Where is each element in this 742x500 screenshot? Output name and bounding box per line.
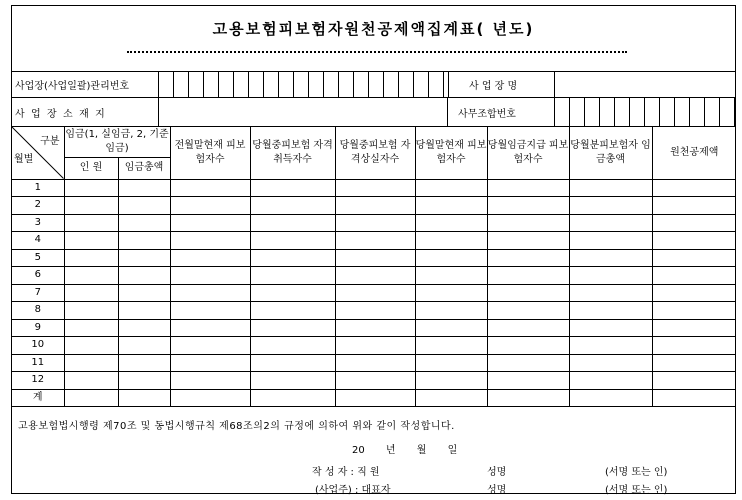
entry-cell[interactable]	[64, 319, 118, 337]
table-row	[12, 267, 736, 285]
entry-cell[interactable]	[335, 354, 415, 372]
address-label: 사 업 장 소 재 지	[12, 98, 159, 126]
writer-name-label: 성명	[487, 467, 507, 478]
col-withhold-header: 원천공제액	[652, 127, 736, 179]
entry-cell[interactable]	[652, 197, 736, 215]
entry-cell[interactable]	[569, 354, 652, 372]
entry-cell[interactable]	[64, 179, 118, 197]
footer	[12, 414, 735, 495]
col-prev-header: 전월말현재 피보험자수	[170, 127, 250, 179]
entry-cell[interactable]	[652, 354, 736, 372]
entry-cell[interactable]	[250, 267, 335, 285]
gubun-label: 구분	[40, 136, 60, 147]
entry-cell[interactable]	[335, 319, 415, 337]
month-cell: 11	[12, 354, 64, 372]
entry-cell[interactable]	[415, 284, 487, 302]
entry-cell[interactable]	[487, 284, 569, 302]
entry-cell[interactable]	[652, 372, 736, 390]
entry-cell[interactable]	[487, 354, 569, 372]
info-row-address	[12, 98, 735, 127]
table-row	[12, 197, 736, 215]
entry-cell[interactable]	[569, 302, 652, 320]
month-label: 월별	[14, 153, 34, 165]
table-row	[12, 284, 736, 302]
persons-header: 인 원	[64, 157, 118, 179]
entry-cell[interactable]	[569, 337, 652, 355]
form-title: 고용보험피보험자원천공제액집계표( 년도)	[212, 20, 535, 38]
entry-cell[interactable]	[415, 197, 487, 215]
entry-cell[interactable]	[652, 337, 736, 355]
entry-cell[interactable]	[652, 179, 736, 197]
col-wagepaid-header: 당월임금지급 피보험자수	[487, 127, 569, 179]
entry-cell[interactable]	[118, 232, 170, 250]
entry-cell[interactable]	[487, 337, 569, 355]
entry-cell[interactable]	[170, 214, 250, 232]
union-no-label: 사무조합번호	[448, 98, 555, 126]
entry-cell[interactable]	[487, 179, 569, 197]
entry-cell[interactable]	[250, 372, 335, 390]
entry-cell[interactable]	[652, 232, 736, 250]
entry-cell[interactable]	[415, 302, 487, 320]
entry-cell[interactable]	[64, 197, 118, 215]
entry-cell[interactable]	[335, 249, 415, 267]
entry-cell[interactable]	[170, 232, 250, 250]
entry-cell[interactable]	[118, 249, 170, 267]
entry-cell[interactable]	[415, 372, 487, 390]
table-row	[12, 337, 736, 355]
entry-cell[interactable]	[250, 354, 335, 372]
entry-cell[interactable]	[250, 232, 335, 250]
biz-name-field[interactable]	[555, 72, 737, 97]
entry-cell[interactable]	[415, 389, 487, 407]
mgmt-no-boxes[interactable]	[159, 72, 444, 97]
entry-cell[interactable]	[118, 354, 170, 372]
entry-cell[interactable]	[487, 232, 569, 250]
withholding-table	[12, 127, 736, 407]
month-cell: 1	[12, 179, 64, 197]
entry-cell[interactable]	[487, 197, 569, 215]
entry-cell[interactable]	[335, 197, 415, 215]
entry-cell[interactable]	[118, 302, 170, 320]
entry-cell[interactable]	[569, 372, 652, 390]
address-field[interactable]	[159, 98, 448, 126]
entry-cell[interactable]	[652, 389, 736, 407]
wage-total-header: 임금총액	[118, 157, 170, 179]
entry-cell[interactable]	[335, 232, 415, 250]
entry-cell[interactable]	[250, 337, 335, 355]
entry-cell[interactable]	[170, 267, 250, 285]
month-cell: 12	[12, 372, 64, 390]
entry-cell[interactable]	[487, 214, 569, 232]
entry-cell[interactable]	[415, 267, 487, 285]
entry-cell[interactable]	[118, 389, 170, 407]
title-block	[12, 6, 735, 72]
union-no-boxes[interactable]	[555, 98, 735, 126]
month-cell: 5	[12, 249, 64, 267]
entry-cell[interactable]	[64, 354, 118, 372]
owner-sign-label[interactable]: (서명 또는 인)	[605, 485, 668, 496]
month-cell: 9	[12, 319, 64, 337]
entry-cell[interactable]	[569, 249, 652, 267]
col-curr-header: 당월말현재 피보험자수	[415, 127, 487, 179]
info-row-mgmt	[12, 72, 735, 98]
entry-cell[interactable]	[415, 232, 487, 250]
entry-cell[interactable]	[415, 354, 487, 372]
month-cell: 6	[12, 267, 64, 285]
col-share-header: 당월분피보험자 임금총액	[569, 127, 652, 179]
table-row	[12, 389, 736, 407]
law-statement: 고용보험법시행령 제70조 및 동법시행규칙 제68조의2의 규정에 의하여 위와 같이 작성합니다.	[18, 421, 455, 432]
month-cell: 3	[12, 214, 64, 232]
entry-cell[interactable]	[487, 249, 569, 267]
table-row	[12, 214, 736, 232]
entry-cell[interactable]	[652, 249, 736, 267]
entry-cell[interactable]	[652, 284, 736, 302]
entry-cell[interactable]	[250, 197, 335, 215]
entry-cell[interactable]	[118, 372, 170, 390]
entry-cell[interactable]	[652, 302, 736, 320]
biz-name-label: 사 업 장 명	[448, 72, 555, 97]
entry-cell[interactable]	[415, 179, 487, 197]
entry-cell[interactable]	[487, 389, 569, 407]
entry-cell[interactable]	[64, 232, 118, 250]
entry-cell[interactable]	[250, 319, 335, 337]
form-sheet	[11, 5, 736, 494]
entry-cell[interactable]	[118, 214, 170, 232]
entry-cell[interactable]	[335, 372, 415, 390]
month-cell: 계	[12, 389, 64, 407]
writer-label: 작 성 자 : 직 원	[312, 467, 380, 478]
entry-cell[interactable]	[250, 249, 335, 267]
entry-cell[interactable]	[569, 179, 652, 197]
entry-cell[interactable]	[250, 389, 335, 407]
entry-cell[interactable]	[64, 337, 118, 355]
table-row	[12, 319, 736, 337]
entry-cell[interactable]	[415, 249, 487, 267]
entry-cell[interactable]	[335, 302, 415, 320]
entry-cell[interactable]	[487, 302, 569, 320]
month-cell: 4	[12, 232, 64, 250]
entry-cell[interactable]	[170, 197, 250, 215]
entry-cell[interactable]	[64, 302, 118, 320]
entry-cell[interactable]	[170, 319, 250, 337]
entry-cell[interactable]	[250, 179, 335, 197]
col-acquire-header: 당월중피보험 자격취득자수	[250, 127, 335, 179]
entry-cell[interactable]	[118, 337, 170, 355]
entry-cell[interactable]	[569, 389, 652, 407]
entry-cell[interactable]	[64, 267, 118, 285]
entry-cell[interactable]	[569, 267, 652, 285]
entry-cell[interactable]	[170, 354, 250, 372]
owner-name-label: 성명	[487, 485, 507, 496]
entry-cell[interactable]	[170, 337, 250, 355]
entry-cell[interactable]	[64, 284, 118, 302]
entry-cell[interactable]	[250, 214, 335, 232]
entry-cell[interactable]	[415, 214, 487, 232]
entry-cell[interactable]	[569, 232, 652, 250]
entry-cell[interactable]	[250, 302, 335, 320]
entry-cell[interactable]	[118, 179, 170, 197]
entry-cell[interactable]	[170, 284, 250, 302]
entry-cell[interactable]	[64, 389, 118, 407]
entry-cell[interactable]	[335, 179, 415, 197]
entry-cell[interactable]	[170, 372, 250, 390]
entry-cell[interactable]	[64, 214, 118, 232]
entry-cell[interactable]	[170, 179, 250, 197]
entry-cell[interactable]	[170, 302, 250, 320]
entry-cell[interactable]	[487, 319, 569, 337]
entry-cell[interactable]	[652, 267, 736, 285]
date-line[interactable]: 20 년 월 일	[352, 445, 458, 456]
entry-cell[interactable]	[118, 197, 170, 215]
owner-label: (사업주) : 대표자	[315, 485, 391, 496]
month-cell: 2	[12, 197, 64, 215]
entry-cell[interactable]	[335, 214, 415, 232]
entry-cell[interactable]	[569, 197, 652, 215]
entry-cell[interactable]	[415, 319, 487, 337]
entry-cell[interactable]	[569, 214, 652, 232]
entry-cell[interactable]	[652, 214, 736, 232]
month-cell: 10	[12, 337, 64, 355]
entry-cell[interactable]	[250, 284, 335, 302]
mgmt-no-label: 사업장(사업일괄)관리번호	[12, 72, 159, 97]
entry-cell[interactable]	[569, 284, 652, 302]
entry-cell[interactable]	[487, 267, 569, 285]
gubun-month-header	[12, 127, 64, 179]
month-cell: 8	[12, 302, 64, 320]
entry-cell[interactable]	[415, 337, 487, 355]
entry-cell[interactable]	[335, 389, 415, 407]
entry-cell[interactable]	[335, 267, 415, 285]
table-row	[12, 354, 736, 372]
table-row	[12, 232, 736, 250]
entry-cell[interactable]	[569, 319, 652, 337]
title-underline	[127, 51, 627, 53]
table-row	[12, 249, 736, 267]
writer-sign-label[interactable]: (서명 또는 인)	[605, 467, 668, 478]
month-cell: 7	[12, 284, 64, 302]
table-row	[12, 372, 736, 390]
entry-cell[interactable]	[652, 319, 736, 337]
table-row	[12, 179, 736, 197]
entry-cell[interactable]	[335, 337, 415, 355]
entry-cell[interactable]	[170, 249, 250, 267]
col-lose-header: 당월중피보험 자격상실자수	[335, 127, 415, 179]
entry-cell[interactable]	[170, 389, 250, 407]
entry-cell[interactable]	[118, 284, 170, 302]
wage-group-header: 임금(1, 실임금, 2, 기준임금)	[64, 127, 170, 157]
entry-cell[interactable]	[118, 267, 170, 285]
table-row	[12, 302, 736, 320]
entry-cell[interactable]	[64, 372, 118, 390]
entry-cell[interactable]	[118, 319, 170, 337]
entry-cell[interactable]	[487, 372, 569, 390]
entry-cell[interactable]	[335, 284, 415, 302]
entry-cell[interactable]	[64, 249, 118, 267]
